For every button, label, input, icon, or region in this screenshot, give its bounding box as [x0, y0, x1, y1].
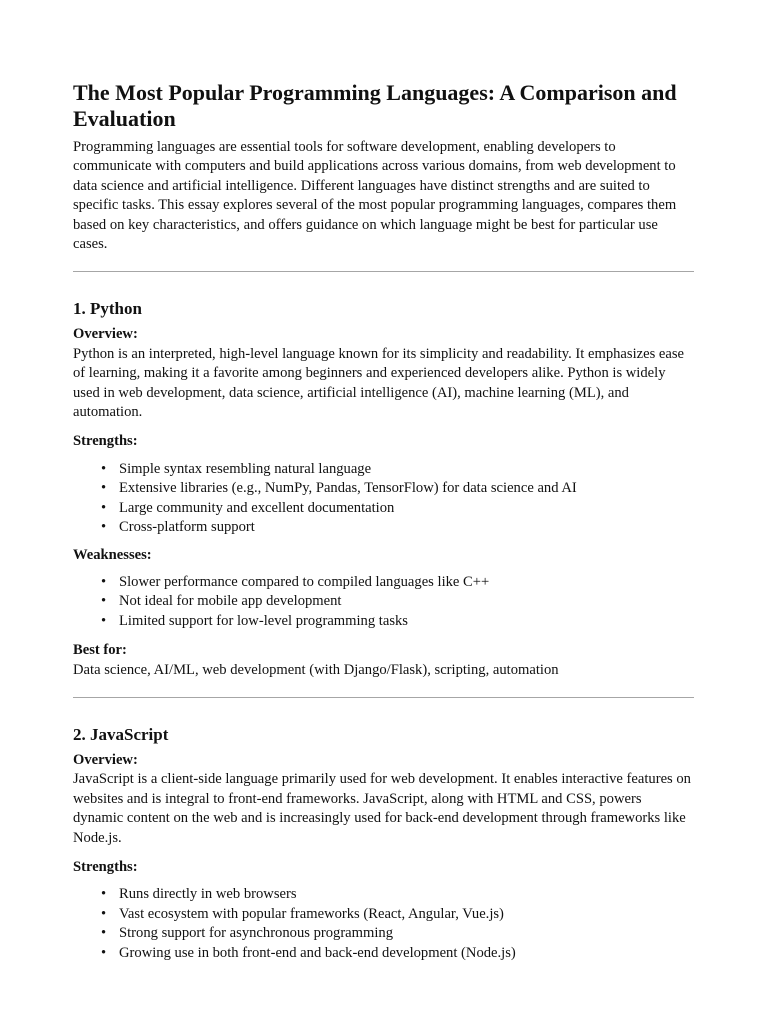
list-item: • Extensive libraries (e.g., NumPy, Pandas, TensorFlow) for data science and AI: [119, 479, 694, 498]
strengths-label: Strengths:: [73, 433, 138, 450]
section-divider: [73, 697, 694, 698]
strengths-label: Strengths:: [73, 858, 138, 875]
list-item: • Slower performance compared to compiled languages like C++: [119, 573, 694, 592]
list-item: • Strong support for asynchronous programming: [119, 924, 694, 943]
overview-text: JavaScript is a client-side language primarily used for web development. It enables interactive features on websites and is integral to front-end frameworks. JavaScript, along with HTML and CSS, powers dynamic content on the web and is increasingly used for back-end development through frameworks like Node.js.: [73, 771, 691, 846]
section-heading: 1. Python: [73, 299, 142, 319]
weaknesses-list: [73, 573, 694, 631]
list-item: • Limited support for low-level programming tasks: [119, 612, 694, 631]
section-divider: [73, 271, 694, 272]
list-item: • Growing use in both front-end and back-end development (Node.js): [119, 944, 694, 963]
intro-paragraph: Programming languages are essential tools for software development, enabling developers to communicate with computers and build applications across various domains, from web development to data science and artificial intelligence. Different languages have distinct strengths and are suited to specific tasks. This essay explores several of the most popular programming languages, compares them based on key characteristics, and offers guidance on which language might be best for particular use cases.: [73, 139, 677, 253]
section-python: [73, 298, 694, 680]
section-heading: 2. JavaScript: [73, 724, 169, 744]
strengths-list: [73, 885, 694, 963]
section-javascript: [73, 724, 694, 963]
strengths-list: [73, 460, 694, 538]
overview-text: Python is an interpreted, high-level language known for its simplicity and readability. It emphasizes ease of learning, making it a favorite among beginners and experienced developers alike. Python is widely used in web development, data science, artificial intelligence (AI), machine learning (ML), and automation.: [73, 345, 685, 421]
overview-label: Overview:: [73, 326, 138, 343]
best-for-label: Best for:: [73, 642, 127, 659]
document-title: The Most Popular Programming Languages: A Comparison and Evaluation: [73, 80, 677, 131]
overview-label: Overview:: [73, 751, 138, 768]
weaknesses-label: Weaknesses:: [73, 546, 152, 563]
list-item: • Runs directly in web browsers: [119, 885, 694, 904]
list-item: • Cross-platform support: [119, 518, 694, 537]
list-item: • Simple syntax resembling natural language: [119, 460, 694, 479]
best-for-text: Data science, AI/ML, web development (with Django/Flask), scripting, automation: [73, 661, 559, 678]
list-item: • Not ideal for mobile app development: [119, 592, 694, 611]
list-item: • Large community and excellent documentation: [119, 499, 694, 518]
list-item: • Vast ecosystem with popular frameworks (React, Angular, Vue.js): [119, 905, 694, 924]
